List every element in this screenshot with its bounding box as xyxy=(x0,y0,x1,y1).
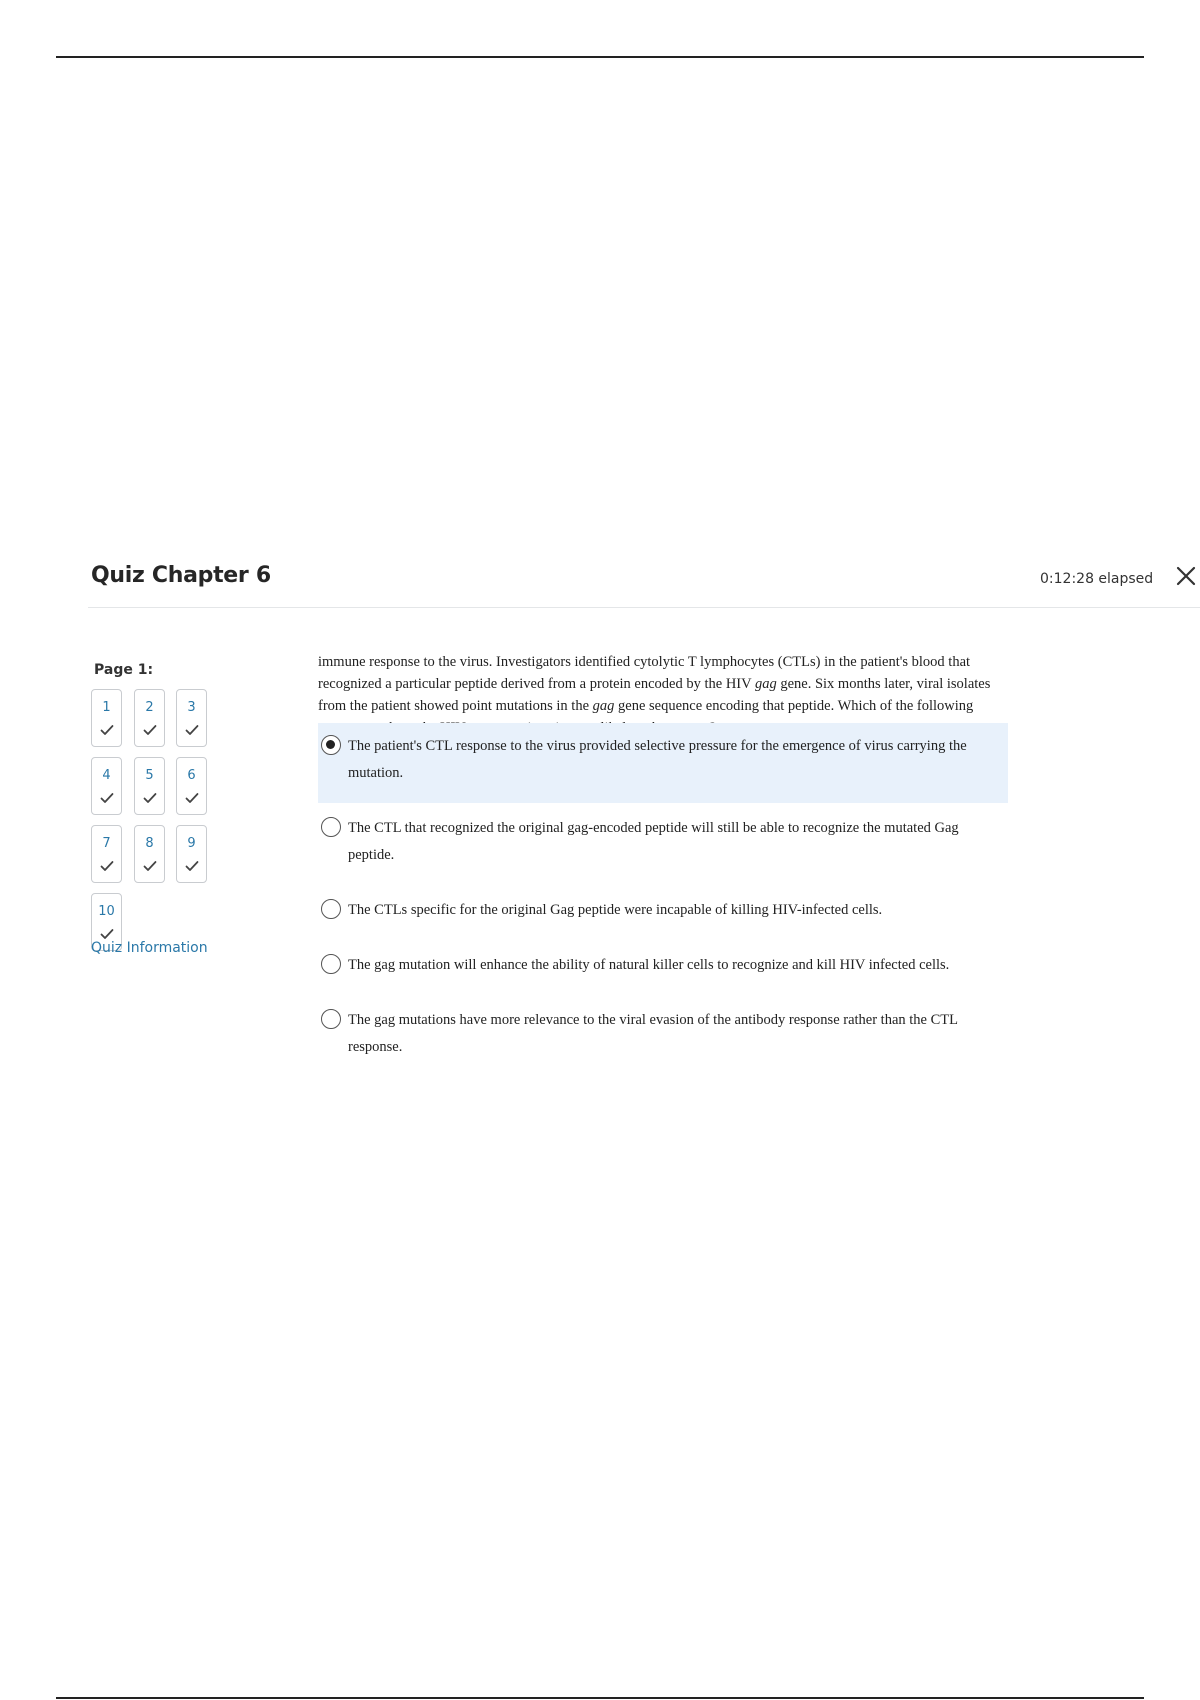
radio-icon[interactable] xyxy=(321,1009,341,1029)
check-icon xyxy=(100,928,114,940)
question-nav-button[interactable] xyxy=(176,757,207,815)
radio-icon[interactable] xyxy=(321,817,341,837)
question-nav-button[interactable] xyxy=(134,825,165,883)
close-icon xyxy=(1173,563,1199,589)
question-number: 6 xyxy=(187,768,196,783)
radio-icon[interactable] xyxy=(321,899,341,919)
answer-option[interactable] xyxy=(318,942,1008,989)
question-number: 2 xyxy=(145,700,154,715)
question-nav-button[interactable] xyxy=(176,825,207,883)
question-number: 1 xyxy=(102,700,111,715)
question-nav-button[interactable] xyxy=(91,689,122,747)
radio-dot-icon xyxy=(326,740,335,749)
answer-text: The patient's CTL response to the virus provided selective pressure for the emergence of virus carrying the mutation. xyxy=(348,738,967,781)
check-icon xyxy=(100,724,114,736)
check-icon xyxy=(143,724,157,736)
answer-option[interactable] xyxy=(318,887,1008,934)
radio-icon[interactable] xyxy=(321,954,341,974)
check-icon xyxy=(185,792,199,804)
answer-text: The gag mutations have more relevance to the viral evasion of the antibody response rather than the CTL response. xyxy=(348,1012,958,1055)
check-icon xyxy=(100,792,114,804)
radio-selected-icon[interactable] xyxy=(321,735,341,755)
quiz-information-link[interactable]: Quiz Information xyxy=(91,940,208,956)
check-icon xyxy=(143,792,157,804)
answer-text: The CTL that recognized the original gag-encoded peptide will still be able to recognize the mutated Gag peptide. xyxy=(348,820,959,863)
question-number: 8 xyxy=(145,836,154,851)
answer-option[interactable] xyxy=(318,997,1008,1071)
question-number: 4 xyxy=(102,768,111,783)
answer-text: The CTLs specific for the original Gag peptide were incapable of killing HIV-infected cells. xyxy=(348,902,883,918)
close-button[interactable] xyxy=(1173,563,1199,589)
question-nav-button[interactable] xyxy=(91,757,122,815)
question-navigator xyxy=(88,607,288,1147)
page-top-rule xyxy=(56,56,1144,58)
question-number: 3 xyxy=(187,700,196,715)
answer-text: The gag mutation will enhance the ability of natural killer cells to recognize and kill HIV infected cells. xyxy=(348,957,950,973)
check-icon xyxy=(185,860,199,872)
question-nav-button[interactable] xyxy=(176,689,207,747)
check-icon xyxy=(100,860,114,872)
question-nav-button[interactable] xyxy=(91,825,122,883)
question-number: 5 xyxy=(145,768,154,783)
question-text-part: gene sequence encoding that peptide. Which of the following xyxy=(618,698,974,714)
gene-name: gag xyxy=(592,698,615,714)
question-nav-button[interactable] xyxy=(134,757,165,815)
page-label: Page 1: xyxy=(94,662,154,678)
check-icon xyxy=(185,724,199,736)
question-text-part: immune response to the virus. Investigators identified cytolytic T lymphocytes (CTLs) in the patient's blood that recognized a particular peptide derived from a protein encoded by the HIV xyxy=(318,654,971,692)
question-nav-button[interactable] xyxy=(134,689,165,747)
gene-name: gag xyxy=(754,676,777,692)
answer-option[interactable] xyxy=(318,805,1008,879)
page-bottom-rule xyxy=(56,1697,1144,1699)
check-icon xyxy=(143,860,157,872)
question-number: 9 xyxy=(187,836,196,851)
question-number: 7 xyxy=(102,836,111,851)
answer-option[interactable] xyxy=(318,723,1008,803)
page-title: Quiz Chapter 6 xyxy=(91,563,271,588)
quiz-header xyxy=(88,555,1200,608)
question-text-part: gene. Six months later, viral isolates from the patient showed point mutations in the xyxy=(318,676,991,714)
elapsed-timer: 0:12:28 elapsed xyxy=(1040,571,1154,587)
quiz-screenshot xyxy=(88,555,1200,1155)
question-number: 10 xyxy=(98,904,115,919)
